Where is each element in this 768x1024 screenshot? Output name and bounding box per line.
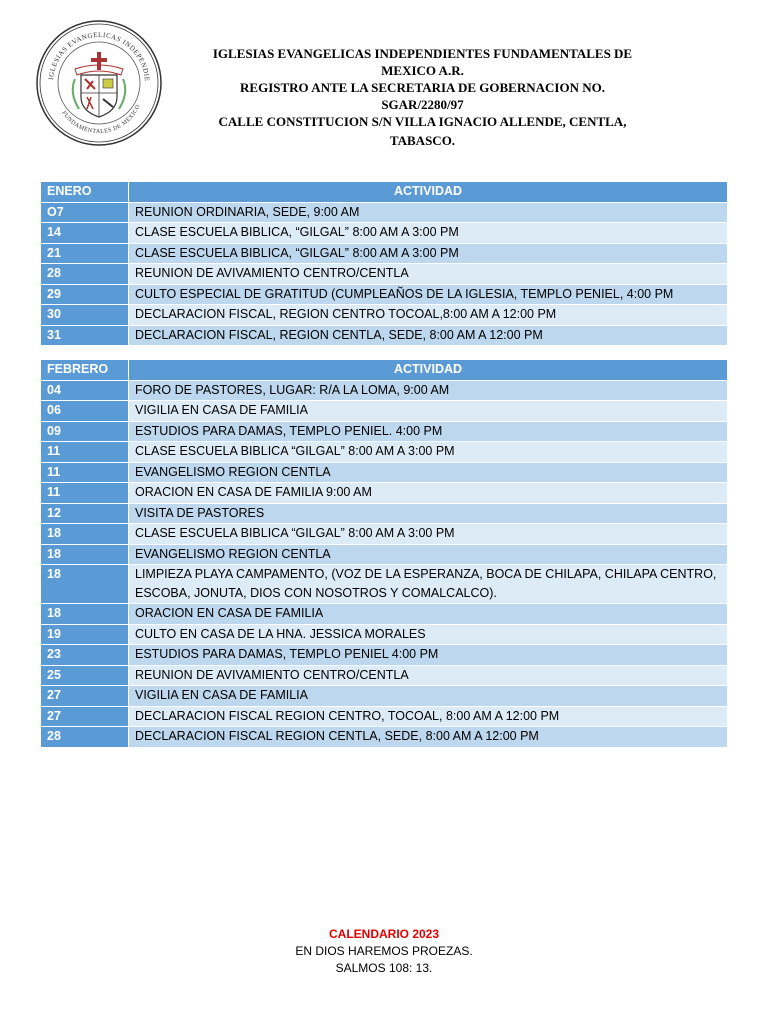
- activity-cell: ORACION EN CASA DE FAMILIA: [129, 604, 728, 625]
- activity-cell: CLASE ESCUELA BIBLICA “GILGAL” 8:00 AM A 3:00 PM: [129, 524, 728, 545]
- activity-cell: VIGILIA EN CASA DE FAMILIA: [129, 401, 728, 422]
- table-row: [41, 325, 728, 346]
- month-header: FEBRERO: [41, 360, 129, 381]
- activity-header: ACTIVIDAD: [129, 360, 728, 381]
- table-row: [41, 503, 728, 524]
- header-line: IGLESIAS EVANGELICAS INDEPENDIENTES FUNDAMENTALES DE: [212, 46, 633, 61]
- table-row: [41, 401, 728, 422]
- svg-text:IGLESIAS EVANGELICAS INDEPENDI: IGLESIAS EVANGELICAS INDEPENDIE: [47, 30, 152, 82]
- table-row: [41, 284, 728, 305]
- calendar-title: CALENDARIO 2023: [328, 927, 440, 941]
- day-cell: 29: [41, 284, 129, 305]
- table-row: [41, 243, 728, 264]
- svg-text:FUNDAMENTALES DE MEXICO: FUNDAMENTALES DE MEXICO: [60, 103, 142, 136]
- activity-cell: DECLARACION FISCAL REGION CENTRO, TOCOAL, 8:00 AM A 12:00 PM: [129, 706, 728, 727]
- activity-cell: DECLARACION FISCAL REGION CENTLA, SEDE, 8:00 AM A 12:00 PM: [129, 727, 728, 748]
- day-cell: 06: [41, 401, 129, 422]
- day-cell: 19: [41, 624, 129, 645]
- table-row: [41, 645, 728, 666]
- day-cell: 31: [41, 325, 129, 346]
- table-row: [41, 544, 728, 565]
- verse-reference: SALMOS 108: 13.: [335, 961, 433, 975]
- table-row: [41, 305, 728, 326]
- activity-cell: FORO DE PASTORES, LUGAR: R/A LA LOMA, 9:00 AM: [129, 380, 728, 401]
- day-cell: 18: [41, 524, 129, 545]
- table-row: [41, 380, 728, 401]
- table-row: [41, 421, 728, 442]
- table-row: [41, 604, 728, 625]
- activity-cell: ORACION EN CASA DE FAMILIA 9:00 AM: [129, 483, 728, 504]
- day-cell: 11: [41, 442, 129, 463]
- activity-cell: VIGILIA EN CASA DE FAMILIA: [129, 686, 728, 707]
- table-row: [41, 524, 728, 545]
- day-cell: 12: [41, 503, 129, 524]
- activity-header: ACTIVIDAD: [129, 182, 728, 203]
- day-cell: 27: [41, 686, 129, 707]
- header-line: TABASCO.: [389, 133, 456, 148]
- table-row: [41, 442, 728, 463]
- table-row: [41, 727, 728, 748]
- table-row: [41, 665, 728, 686]
- activity-cell: REUNION DE AVIVAMIENTO CENTRO/CENTLA: [129, 665, 728, 686]
- header-line: CALLE CONSTITUCION S/N VILLA IGNACIO ALLENDE, CENTLA,: [218, 114, 627, 129]
- table-row: [41, 264, 728, 285]
- table-row: [41, 462, 728, 483]
- day-cell: 09: [41, 421, 129, 442]
- activity-cell: CULTO EN CASA DE LA HNA. JESSICA MORALES: [129, 624, 728, 645]
- organization-header: [185, 45, 660, 149]
- activity-cell: DECLARACION FISCAL, REGION CENTLA, SEDE, 8:00 AM A 12:00 PM: [129, 325, 728, 346]
- activity-cell: CLASE ESCUELA BIBLICA, “GILGAL” 8:00 AM A 3:00 PM: [129, 243, 728, 264]
- activity-cell: CLASE ESCUELA BIBLICA “GILGAL” 8:00 AM A 3:00 PM: [129, 442, 728, 463]
- day-cell: 28: [41, 727, 129, 748]
- activity-cell: LIMPIEZA PLAYA CAMPAMENTO, (VOZ DE LA ESPERANZA, BOCA DE CHILAPA, CHILAPA CENTRO, ESCOBA, JONUTA, DIOS CON NOSOTROS Y COMALCALCO).: [129, 565, 728, 604]
- calendar-footer: [0, 926, 768, 977]
- activity-cell: REUNION DE AVIVAMIENTO CENTRO/CENTLA: [129, 264, 728, 285]
- activity-cell: EVANGELISMO REGION CENTLA: [129, 462, 728, 483]
- activity-cell: REUNION ORDINARIA, SEDE, 9:00 AM: [129, 202, 728, 223]
- activity-cell: VISITA DE PASTORES: [129, 503, 728, 524]
- table-row: [41, 223, 728, 244]
- activity-cell: ESTUDIOS PARA DAMAS, TEMPLO PENIEL. 4:00 PM: [129, 421, 728, 442]
- day-cell: 18: [41, 565, 129, 604]
- february-activities-table: [40, 359, 728, 748]
- table-row: [41, 624, 728, 645]
- header-line: MEXICO A.R.: [381, 63, 464, 78]
- day-cell: 18: [41, 544, 129, 565]
- day-cell: 25: [41, 665, 129, 686]
- activity-cell: EVANGELISMO REGION CENTLA: [129, 544, 728, 565]
- day-cell: 14: [41, 223, 129, 244]
- activity-cell: ESTUDIOS PARA DAMAS, TEMPLO PENIEL 4:00 PM: [129, 645, 728, 666]
- day-cell: O7: [41, 202, 129, 223]
- table-header-row: [41, 360, 728, 381]
- day-cell: 04: [41, 380, 129, 401]
- month-header: ENERO: [41, 182, 129, 203]
- activity-cell: CLASE ESCUELA BIBLICA, “GILGAL” 8:00 AM A 3:00 PM: [129, 223, 728, 244]
- day-cell: 30: [41, 305, 129, 326]
- header-line: SGAR/2280/97: [381, 97, 464, 112]
- activity-cell: CULTO ESPECIAL DE GRATITUD (CUMPLEAÑOS DE LA IGLESIA, TEMPLO PENIEL, 4:00 PM: [129, 284, 728, 305]
- church-seal-logo: [35, 19, 163, 147]
- motto-line: EN DIOS HAREMOS PROEZAS.: [295, 944, 473, 958]
- activity-cell: DECLARACION FISCAL, REGION CENTRO TOCOAL,8:00 AM A 12:00 PM: [129, 305, 728, 326]
- table-row: [41, 706, 728, 727]
- table-row: [41, 483, 728, 504]
- day-cell: 28: [41, 264, 129, 285]
- table-row: [41, 686, 728, 707]
- table-header-row: [41, 182, 728, 203]
- day-cell: 21: [41, 243, 129, 264]
- day-cell: 11: [41, 462, 129, 483]
- header-line: REGISTRO ANTE LA SECRETARIA DE GOBERNACION NO.: [240, 80, 605, 95]
- table-row: [41, 202, 728, 223]
- january-activities-table: [40, 181, 728, 346]
- day-cell: 11: [41, 483, 129, 504]
- day-cell: 18: [41, 604, 129, 625]
- table-row: [41, 565, 728, 604]
- day-cell: 27: [41, 706, 129, 727]
- day-cell: 23: [41, 645, 129, 666]
